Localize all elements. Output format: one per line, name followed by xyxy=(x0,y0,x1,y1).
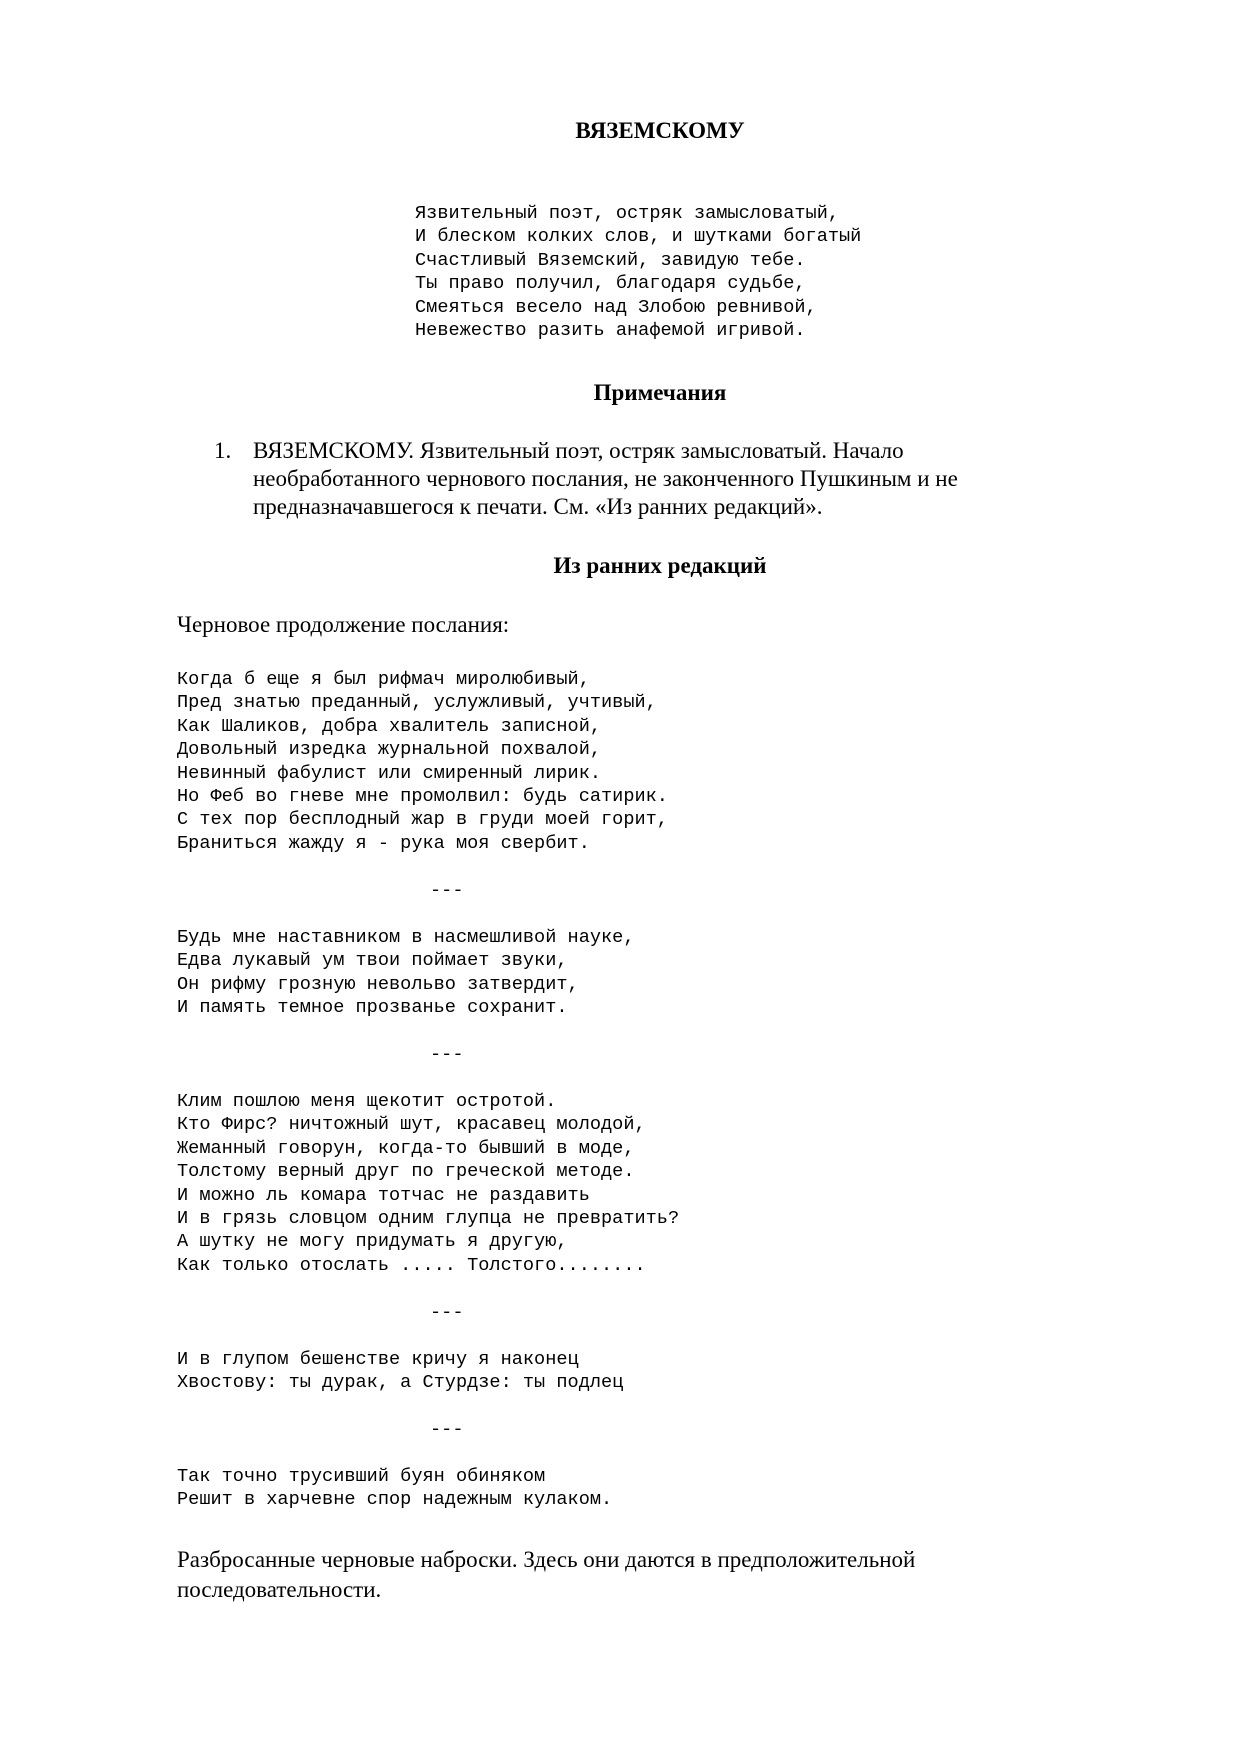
early-versions-heading: Из ранних редакций xyxy=(553,553,767,578)
draft-block-4 xyxy=(177,1348,623,1395)
draft-line: А шутку не могу придумать я другую, xyxy=(177,1231,568,1253)
poem-line: Счастливый Вяземский, завидую тебе. xyxy=(415,249,806,271)
draft-block-1 xyxy=(177,668,668,855)
draft-line: Хвостову: ты дурак, а Стурдзе: ты подлец xyxy=(177,1372,624,1394)
draft-line: И в глупом бешенстве кричу я наконец xyxy=(177,1349,579,1370)
draft-line: Невинный фабулист или смиренный лирик. xyxy=(177,762,602,784)
draft-line: Когда б еще я был рифмач миролюбивый, xyxy=(177,669,590,690)
draft-line: Так точно трусивший буян обиняком xyxy=(177,1466,546,1487)
draft-block-3 xyxy=(177,1090,679,1277)
draft-line: Кто Фирс? ничтожный шут, красавец молодой, xyxy=(177,1114,646,1136)
draft-block-5 xyxy=(177,1465,612,1512)
poem-line: Смеяться весело над Злобою ревнивой, xyxy=(415,296,817,318)
draft-line: Он рифму грозную невольво затвердит, xyxy=(177,973,579,995)
poem-line: Язвительный поэт, остряк замысловатый, xyxy=(415,203,840,224)
separator: --- xyxy=(430,1302,464,1323)
draft-line: Будь мне наставником в насмешливой науке, xyxy=(177,927,635,948)
draft-block-2 xyxy=(177,926,634,1020)
note-number: 1. xyxy=(214,438,232,463)
draft-line: С тех пор бесплодный жар в груди моей горит, xyxy=(177,809,668,831)
early-outro: Разбросанные черновые наброски. Здесь они даются в предположительной последовательности. xyxy=(177,1547,916,1602)
poem-line: Невежество разить анафемой игривой. xyxy=(415,320,806,342)
notes-list xyxy=(214,437,1074,521)
draft-line: Как только отослать ..... Толстого........ xyxy=(177,1254,646,1276)
draft-line: Пред знатью преданный, услужливый, учтивый, xyxy=(177,692,657,714)
draft-line: Как Шаликов, добра хвалитель записной, xyxy=(177,715,602,737)
poem-main xyxy=(415,202,861,342)
draft-line: Довольный изредка журнальной похвалой, xyxy=(177,739,602,761)
separator: --- xyxy=(430,1419,464,1440)
page-title: ВЯЗЕМСКОМУ xyxy=(575,118,745,143)
separator: --- xyxy=(430,1044,464,1065)
draft-line: И можно ль комара тотчас не раздавить xyxy=(177,1184,590,1206)
draft-line: Решит в харчевне спор надежным кулаком. xyxy=(177,1489,613,1511)
early-intro: Черновое продолжение послания: xyxy=(177,612,510,637)
notes-heading: Примечания xyxy=(593,380,727,405)
draft-line: Едва лукавый ум твои поймает звуки, xyxy=(177,950,568,972)
draft-line: Жеманный говорун, когда-то бывший в моде, xyxy=(177,1137,635,1159)
poem-line: И блеском колких слов, и шутками богатый xyxy=(415,226,862,248)
draft-line: Толстому верный друг по греческой методе. xyxy=(177,1161,635,1183)
separator: --- xyxy=(430,880,464,901)
draft-line: Но Феб во гневе мне промолвил: будь сатирик. xyxy=(177,786,668,808)
draft-line: И память темное прозванье сохранит. xyxy=(177,997,568,1019)
draft-line: И в грязь словцом одним глупца не превратить? xyxy=(177,1208,680,1230)
note-text: ВЯЗЕМСКОМУ. Язвительный поэт, остряк замысловатый. Начало необработанного чернового послания, не законченного Пушкиным и не предназначавшегося к печати. См. «Из ранних редакций». xyxy=(253,438,958,519)
draft-line: Клим пошлою меня щекотит остротой. xyxy=(177,1091,557,1112)
poem-line: Ты право получил, благодаря судьбе, xyxy=(415,273,806,295)
draft-line: Браниться жажду я - рука моя свербит. xyxy=(177,832,590,854)
note-item xyxy=(214,437,1074,521)
